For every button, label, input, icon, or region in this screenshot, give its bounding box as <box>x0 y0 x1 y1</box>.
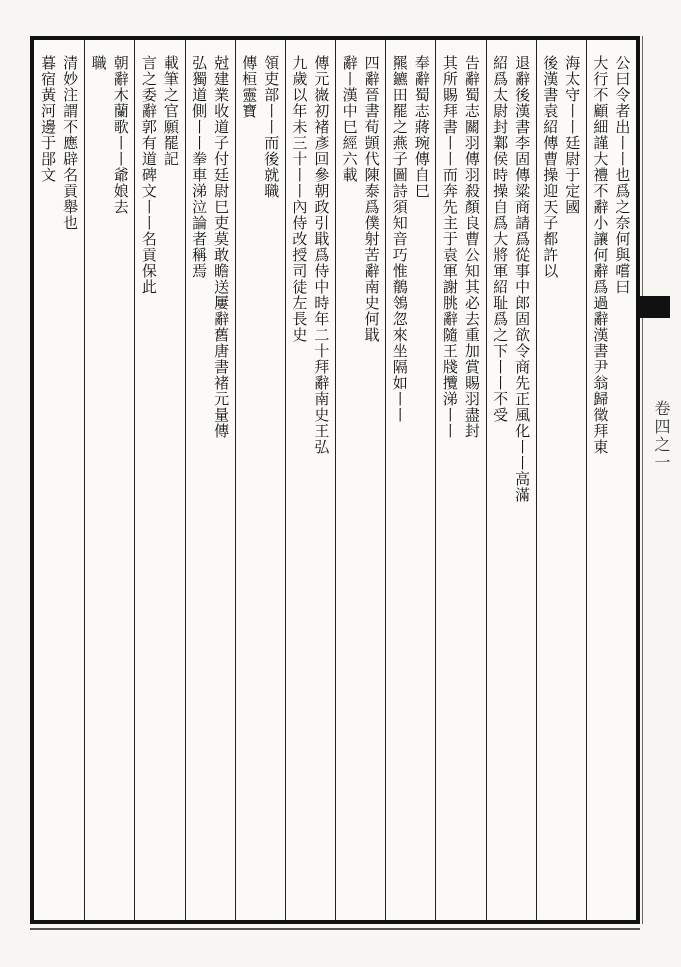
column-text: 奉辭蜀志蔣琬傳自巳 <box>412 55 431 199</box>
text-column <box>486 40 536 920</box>
column-text: 大行不顧細謹大禮不辭小讓何辭爲過辭漢書尹翁歸徵拜東 <box>591 55 610 455</box>
text-frame <box>30 36 640 924</box>
column-text: 傳桓靈寶 <box>240 55 259 119</box>
column-text: 九歲以年未三十丨丨內侍改授司徒左長史 <box>290 55 309 343</box>
text-column <box>34 40 84 920</box>
right-margin <box>642 36 672 924</box>
column-text: 傳元嶶初褚彥回參朝政引戢爲侍中時年二十拜辭南史王弘 <box>312 55 331 455</box>
text-column <box>536 40 586 920</box>
bottom-rule <box>30 928 640 930</box>
column-text: 領吏部丨丨而後就職 <box>262 55 281 199</box>
text-column <box>84 40 134 920</box>
text-column <box>435 40 485 920</box>
text-column <box>335 40 385 920</box>
column-text: 載筆之官願罷記 <box>161 55 180 167</box>
column-text: 弘獨道側丨丨拳車涕泣論者稱焉 <box>190 55 209 279</box>
column-text: 四辭晉書荀顗代陳泰爲僕射苦辭南史何戢 <box>362 55 381 343</box>
column-text: 暮宿黃河邊于郘文 <box>39 55 58 183</box>
column-text: 言之委辭郭有道碑文丨丨名貢保此 <box>139 55 158 295</box>
margin-tab-mark <box>640 296 670 318</box>
column-text: 後漢書袁紹傳曹操迎天子都許以 <box>541 55 560 279</box>
column-text: 其所賜拜書丨丨而奔先主于袁軍謝朓辭隨王牋攬涕丨丨 <box>440 55 459 439</box>
column-text: 清妙注謂不應辟名貢舉也 <box>61 55 80 231</box>
text-column <box>134 40 184 920</box>
text-column <box>586 40 636 920</box>
text-column <box>185 40 235 920</box>
text-column <box>385 40 435 920</box>
column-text: 職 <box>89 55 108 71</box>
text-column <box>235 40 285 920</box>
column-text: 海太守丨丨廷尉于定國 <box>563 55 582 215</box>
column-text: 退辭後漢書李固傳粱商請爲從事中郎固欲令商先正風化丨丨高滿 <box>513 55 532 503</box>
text-column <box>285 40 335 920</box>
side-label: 卷四之一 <box>652 400 671 472</box>
column-text: 公曰令者出丨丨也爲之奈何與嚐曰 <box>613 55 632 295</box>
column-text: 告辭蜀志關羽傳羽殺顏良曹公知其必去重加賞賜羽盡封 <box>462 55 481 439</box>
column-text: 辭丨漢中巳經六載 <box>340 55 359 183</box>
column-text: 羆鑣田罷之燕子圖詩須知音巧惟鶺鴒忽來坐隔如丨丨 <box>390 55 409 423</box>
column-text: 朝辭木蘭歌丨丨爺娘去 <box>111 55 130 215</box>
column-text: 尅建業收道子付廷尉巳吏莫敢瞻送屢辭舊唐書褚元量傳 <box>212 55 231 439</box>
column-text: 紹爲太尉封鄴侯時操自爲大將軍紹耻爲之下丨丨不受 <box>491 55 510 423</box>
